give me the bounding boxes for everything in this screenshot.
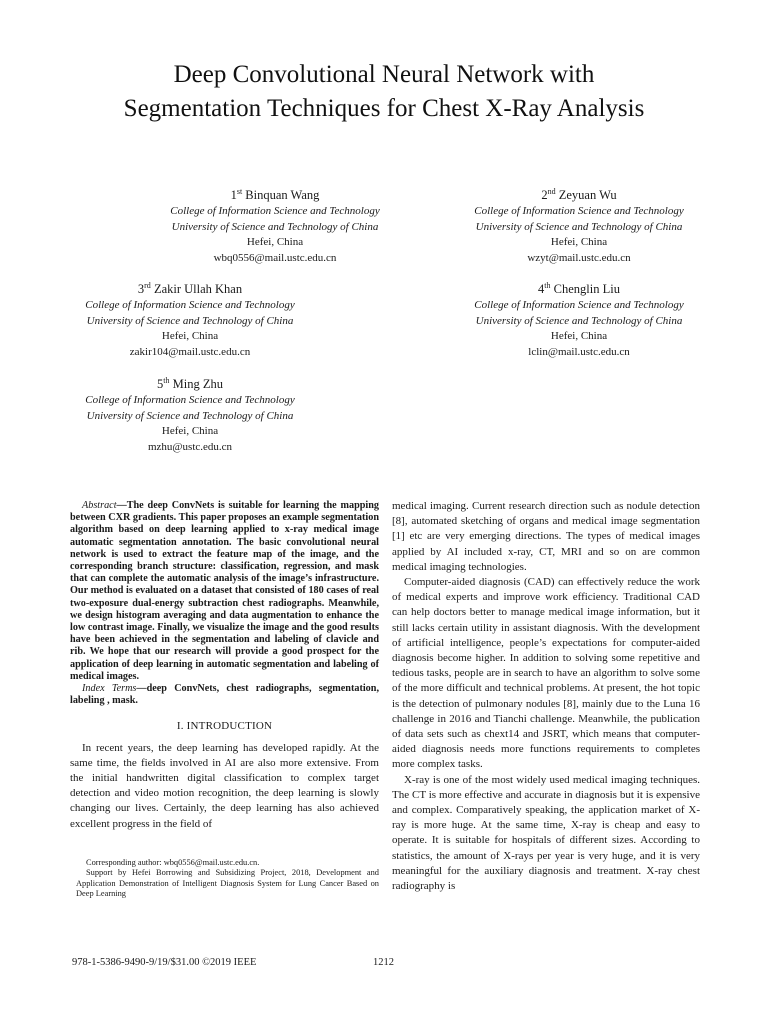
section-heading-introduction: I. INTRODUCTION xyxy=(176,720,273,733)
author-email: wzyt@mail.ustc.edu.cn xyxy=(527,251,631,264)
author-block-5: 5th Ming Zhu College of Information Science and Technology University of Science and Technology of China Hefei, China mzhu@ustc.edu.cn xyxy=(45,372,335,455)
abstract: Abstract—The deep ConvNets is suitable for learning the mapping between CXR gradients. This paper proposes an example segmentation algorithm based on deep learning applied to x-ray medical image automatic segmentation annotation. The basic convolutional neural network is used to extract the feature map of the image, and the corresponding branch structure: classification, regression, and mask that can complete the automatic analysis of the image’s infrastructure. Our method is evaluated on a dataset that consisted of 180 cases of real two-exposure dual-energy subtraction chest radiographs. Meanwhile, we design histogram averaging and data augmentation to enhance the low contrast image. Finally, we visualize the image and the good results have been achieved in the segmentation and labeling of clavicle and rib. We hope that our research will provide a good prospect for the application of deep learning in automatic segmentation and labeling of medical images. xyxy=(70,500,379,682)
author-name: Ming Zhu xyxy=(172,377,223,392)
author-city: Hefei, China xyxy=(161,330,219,343)
author-univ: University of Science and Technology of China xyxy=(171,220,379,233)
author-block-2: 2nd Zeyuan Wu College of Information Science and Technology University of Science and Technology of China Hefei, China wzyt@mail.ustc.edu.cn xyxy=(434,183,724,266)
author-dept: College of Information Science and Technology xyxy=(85,299,295,312)
author-city: Hefei, China xyxy=(161,425,219,438)
author-block-4: 4th Chenglin Liu College of Information Science and Technology University of Science and Technology of China Hefei, China lclin@mail.ustc.edu.cn xyxy=(434,277,724,360)
author-dept: College of Information Science and Technology xyxy=(170,205,380,218)
author-univ: University of Science and Technology of China xyxy=(86,409,294,422)
author-univ: University of Science and Technology of China xyxy=(475,220,683,233)
author-email: lclin@mail.ustc.edu.cn xyxy=(528,345,630,358)
author-email: zakir104@mail.ustc.edu.cn xyxy=(129,345,251,358)
page-number: 1212 xyxy=(373,957,394,968)
author-block-3: 3rd Zakir Ullah Khan College of Information Science and Technology University of Science and Technology of China Hefei, China zakir104@mail.ustc.edu.cn xyxy=(45,277,335,360)
body-paragraph: X-ray is one of the most widely used medical imaging techniques. The CT is more effective and accurate in diagnosis but it is expensive and complex. Comparatively speaking, the application market of X-ray is more huge. At the same time, X-ray is cheap and easy to operate. It is suitable for hospitals of different sizes. According to statistics, the amount of X-rays per year is very huge, and it is very meaningful for the auxiliary diagnosis and treatment. X-ray chest radiography is xyxy=(392,773,700,893)
author-name: Zeyuan Wu xyxy=(558,188,617,203)
footnote-corresponding: Corresponding author: wbq0556@mail.ustc.edu.cn. xyxy=(86,858,260,867)
author-city: Hefei, China xyxy=(246,236,304,249)
intro-paragraph-1: In recent years, the deep learning has developed rapidly. At the same time, the fields involved in AI are also more extensive. From the initial handwritten digital classification to complex target detection and video motion recognition, the deep learning is slowly changing our lives. Certainly, the deep learning has also achieved excellent progress in the field of xyxy=(70,741,379,830)
right-column xyxy=(392,499,700,894)
author-dept: College of Information Science and Technology xyxy=(474,299,684,312)
author-email: wbq0556@mail.ustc.edu.cn xyxy=(213,251,337,264)
author-city: Hefei, China xyxy=(550,236,608,249)
footnote-support: Support by Hefei Borrowing and Subsidizing Project, 2018, Development and Application Demonstration of Intelligent Diagnosis System for Lung Cancer Based on Deep Learning xyxy=(76,868,379,898)
author-block-1: 1st Binquan Wang College of Information Science and Technology University of Science and Technology of China Hefei, China wbq0556@mail.ustc.edu.cn xyxy=(130,183,420,266)
author-city: Hefei, China xyxy=(550,330,608,343)
author-univ: University of Science and Technology of China xyxy=(475,314,683,327)
body-paragraph: medical imaging. Current research direction such as nodule detection [8], automated sketching of organs and medical image segmentation [1] etc are very emerging directions. The types of medical images applied by AI included x-ray, CT, MRI and so on are common medical imaging technologies. xyxy=(392,500,700,573)
author-name: Chenglin Liu xyxy=(553,282,620,297)
index-terms: Index Terms—deep ConvNets, chest radiographs, segmentation, labeling , mask. xyxy=(70,683,379,707)
author-email: mzhu@ustc.edu.cn xyxy=(147,440,233,453)
author-univ: University of Science and Technology of China xyxy=(86,314,294,327)
author-name: Binquan Wang xyxy=(245,188,320,203)
title-line-1: Deep Convolutional Neural Network with xyxy=(173,61,595,88)
author-dept: College of Information Science and Technology xyxy=(474,205,684,218)
body-paragraph: Computer-aided diagnosis (CAD) can effectively reduce the work of medical experts and improve work efficiency. Traditional CAD can help doctors better to manage medical image information, but it still lacks certain utility in assistant diagnosis. With the development of artificial intelligence, people’s expectations for computer-aided diagnosis become higher. In addition to solving some repetitive and tedious tasks, people are in search to have an algorithm to solve some of the more difficult and technical problems. At present, the hot topic is the detection of pulmonary nodules [8], mainly due to the Luna 16 challenge in 2016 and Tianchi challenge. Meanwhile, the publication of data sets such as chext14 and JSRT, which means that computer-aided diagnosis needs more functions requirements to completes more complex tasks. xyxy=(392,576,700,771)
isbn-line: 978-1-5386-9490-9/19/$31.00 ©2019 IEEE xyxy=(72,957,257,968)
paper-title xyxy=(0,58,768,126)
author-name: Zakir Ullah Khan xyxy=(153,282,243,297)
left-column xyxy=(70,500,379,832)
author-dept: College of Information Science and Technology xyxy=(85,394,295,407)
footnotes xyxy=(76,858,379,899)
title-line-2: Segmentation Techniques for Chest X-Ray Analysis xyxy=(123,95,645,122)
